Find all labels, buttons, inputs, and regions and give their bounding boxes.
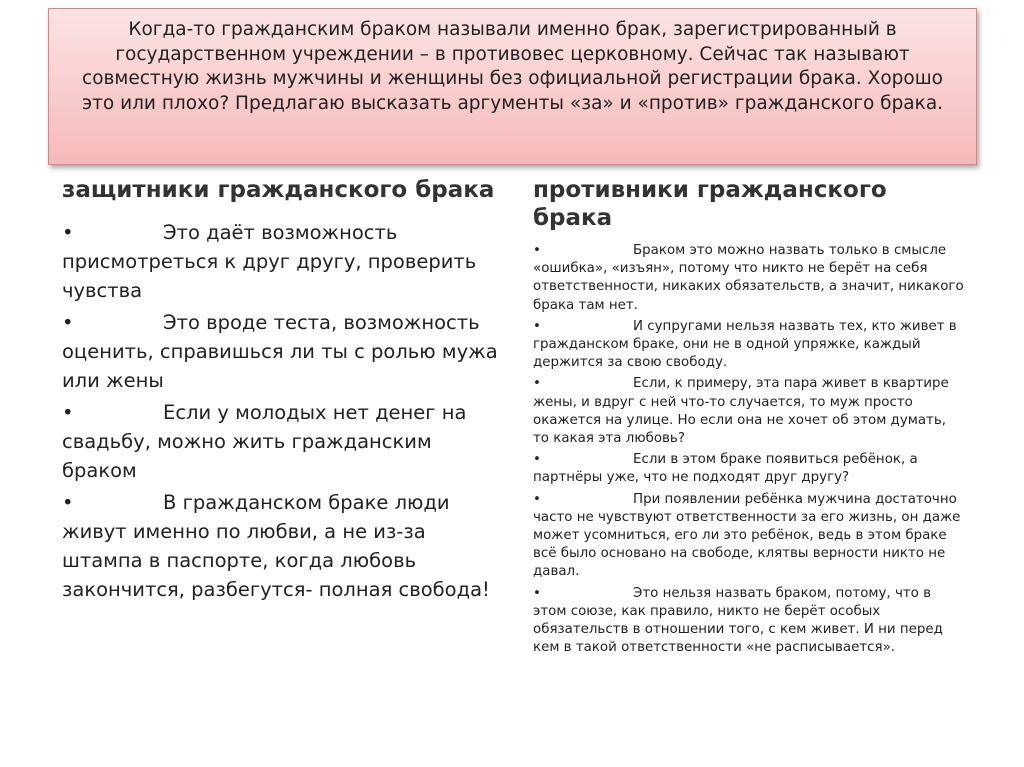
list-item	[62, 218, 502, 305]
item-text: Если в этом браке появиться ребёнок, а партнёры уже, что не подходят друг другу?	[533, 452, 918, 486]
item-text: Это даёт возможность присмотреться к друг другу, проверить чувства	[62, 221, 477, 302]
bullet-icon: •	[533, 585, 541, 601]
item-text: Если, к примеру, эта пара живет в квартире жены, и вдруг с ней что-то случается, то муж просто окажется на улице. Но если она не хочет об этом думать, то какая эта любовь?	[533, 376, 949, 447]
opponents-list	[533, 242, 965, 657]
bullet-icon: •	[533, 491, 541, 507]
item-text: В гражданском браке люди живут именно по любви, а не из-за штампа в паспорте, когда любовь закончится, разбегутся- полная свобода!	[62, 491, 490, 601]
bullet-icon: •	[533, 452, 541, 468]
bullet-icon: •	[62, 401, 74, 424]
list-item	[533, 242, 965, 315]
list-item	[62, 398, 502, 485]
bullet-icon: •	[533, 376, 541, 392]
bullet-icon: •	[62, 491, 74, 514]
list-item	[533, 318, 965, 373]
item-text: И супругами нельзя назвать тех, кто живет в гражданском браке, они не в одной упряжке, каждый держится за свою свободу.	[533, 318, 957, 371]
item-text: Если у молодых нет денег на свадьбу, можно жить гражданским браком	[62, 401, 467, 482]
bullet-icon: •	[533, 318, 541, 334]
list-item	[62, 488, 502, 604]
bullet-icon: •	[533, 243, 541, 258]
list-item	[533, 491, 965, 582]
item-text: Это вроде теста, возможность оценить, справишься ли ты с ролью мужа или жены	[62, 311, 498, 392]
list-item	[533, 375, 965, 448]
opponents-column	[533, 176, 965, 657]
opponents-title: противники гражданского брака	[533, 177, 887, 231]
supporters-list	[62, 218, 502, 604]
list-item	[533, 451, 965, 487]
supporters-column	[62, 176, 502, 604]
bullet-icon: •	[62, 311, 74, 334]
item-text: При появлении ребёнка мужчина достаточно часто не чувствуют ответственности за его жизнь, он даже может усомниться, его ли это ребёнок, ведь в этом браке всё было основано на свободе, клятвы верности никто не давал.	[533, 491, 961, 580]
item-text: Браком это можно назвать только в смысле «ошибка», «изъян», потому что никто не берёт на себя ответственности, никаких обязательств, а значит, никакого брака там нет.	[533, 243, 964, 313]
supporters-title: защитники гражданского брака	[62, 177, 495, 203]
bullet-icon: •	[62, 221, 74, 244]
list-item	[533, 585, 965, 658]
intro-box	[48, 8, 977, 165]
list-item	[62, 308, 502, 395]
item-text: Это нельзя назвать браком, потому, что в этом союзе, как правило, никто не берёт особых обязательств в отношении того, с кем живет. И ни перед кем в такой ответственности «не расписывается».	[533, 585, 943, 656]
intro-text: Когда-то гражданским браком называли именно брак, зарегистрированный в государственном учреждении – в противовес церковному. Сейчас так называют совместную жизнь мужчины и женщины без официальной регистрации брака. Хорошо это или плохо? Предлагаю высказать аргументы «за» и «против» гражданского брака.	[81, 19, 944, 114]
